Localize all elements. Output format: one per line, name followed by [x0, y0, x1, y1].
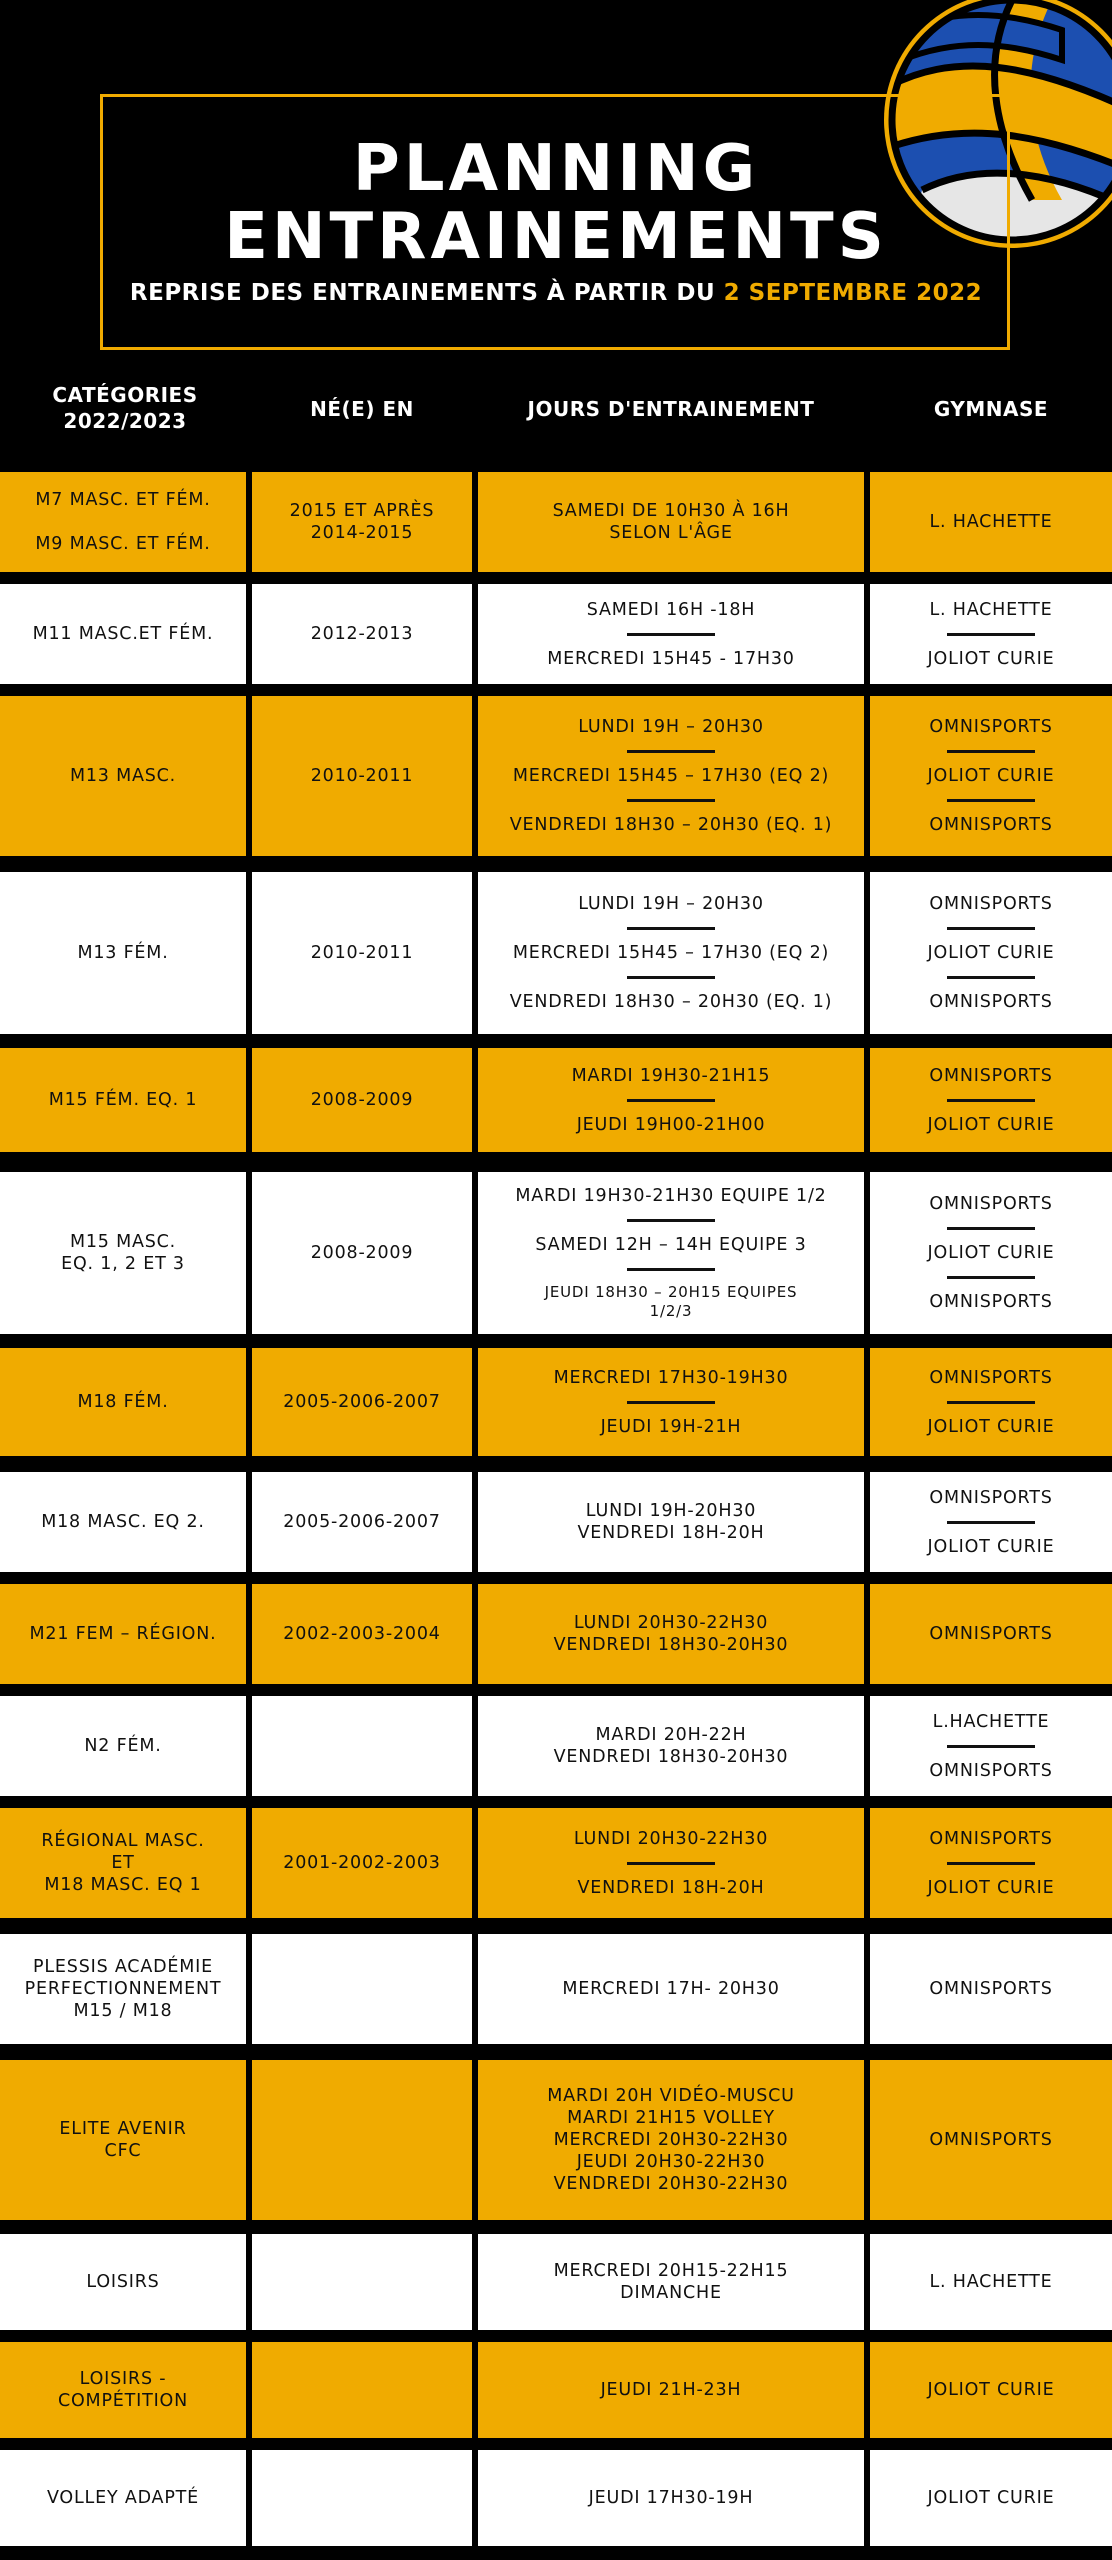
days-cell-text: MARDI 20H-22H [595, 1725, 747, 1745]
days-cell-text: VENDREDI 18H30 – 20H30 (EQ. 1) [509, 992, 833, 1012]
category-cell [0, 1048, 246, 1152]
days-cell-text: MARDI 19H30-21H15 [571, 1065, 771, 1086]
born-cell [252, 1934, 472, 2044]
category-cell-text: ELITE AVENIR [59, 2119, 187, 2139]
days-cell-text: JEUDI 21H-23H [600, 2380, 742, 2400]
divider [947, 1227, 1035, 1230]
category-cell-text: RÉGIONAL MASC. [41, 1831, 205, 1851]
gym-cell-text: JOLIOT CURIE [927, 2488, 1055, 2508]
days-cell-text: LUNDI 20H30-22H30 [573, 1613, 769, 1633]
category-cell [0, 872, 246, 1034]
gym-cell-text: OMNISPORTS [929, 1367, 1053, 1388]
divider [627, 633, 715, 636]
gym-cell-text: JOLIOT CURIE [927, 1114, 1055, 1135]
table-row [0, 1172, 1112, 1334]
divider [627, 750, 715, 753]
days-cell-text: JEUDI 17H30-19H [588, 2488, 754, 2508]
born-cell [252, 1472, 472, 1572]
born-cell [252, 872, 472, 1034]
days-cell-text: MERCREDI 20H30-22H30 [553, 2130, 789, 2150]
column-header-days: JOURS D'ENTRAINEMENT [527, 397, 815, 421]
table-row [0, 1472, 1112, 1572]
subtitle-date: 2 SEPTEMBRE 2022 [723, 280, 983, 306]
category-cell-text: LOISIRS [86, 2272, 160, 2292]
category-cell [0, 2342, 246, 2438]
days-cell [478, 2234, 864, 2330]
table-row [0, 584, 1112, 684]
table-row [0, 472, 1112, 572]
category-cell-text: VOLLEY ADAPTÉ [46, 2488, 200, 2508]
divider [947, 1862, 1035, 1865]
category-cell-text: M18 FÉM. [77, 1392, 169, 1412]
days-cell-text: VENDREDI 20H30-22H30 [553, 2174, 789, 2194]
gym-cell-text: OMNISPORTS [929, 815, 1053, 835]
poster-title-line2: ENTRAINEMENTS [224, 200, 888, 274]
days-cell-text: SELON L'ÂGE [609, 523, 733, 543]
category-cell [0, 1472, 246, 1572]
category-cell-text: COMPÉTITION [57, 2391, 189, 2411]
born-cell-text: 2005-2006-2007 [283, 1512, 441, 1532]
category-cell-text: PERFECTIONNEMENT [24, 1979, 222, 1999]
table-row [0, 2450, 1112, 2546]
table-row [0, 1348, 1112, 1456]
divider [627, 927, 715, 930]
category-cell-text: M18 MASC. EQ 1 [44, 1875, 202, 1895]
days-cell-text: JEUDI 19H-21H [600, 1416, 742, 1437]
poster-header [0, 0, 1112, 470]
category-cell-text: M11 MASC.ET FÉM. [32, 624, 214, 644]
born-cell-text: 2015 ET APRÈS [289, 501, 435, 521]
born-cell [252, 2060, 472, 2220]
gym-cell-text: OMNISPORTS [929, 1487, 1053, 1508]
born-cell-text: 2010-2011 [310, 766, 414, 786]
days-cell [478, 1808, 864, 1918]
gym-cell [870, 2342, 1112, 2438]
days-cell-text: JEUDI 19H00-21H00 [576, 1114, 766, 1135]
days-cell [478, 872, 864, 1034]
subtitle-prefix: REPRISE DES ENTRAINEMENTS À PARTIR DU [129, 280, 724, 306]
divider [627, 1099, 715, 1102]
divider [947, 799, 1035, 802]
born-cell [252, 1348, 472, 1456]
days-cell-text: MERCREDI 15H45 – 17H30 (EQ 2) [512, 943, 830, 963]
category-cell-text: N2 FÉM. [84, 1736, 162, 1756]
gym-cell-text: L. HACHETTE [929, 2272, 1053, 2292]
gym-cell-text: OMNISPORTS [929, 1979, 1053, 1999]
category-cell-text: ET [111, 1853, 135, 1873]
divider [947, 633, 1035, 636]
days-cell-text: MARDI 19H30-21H30 EQUIPE 1/2 [515, 1186, 827, 1206]
days-cell-text: 1/2/3 [649, 1302, 693, 1320]
gym-cell [870, 1172, 1112, 1334]
category-cell-text: M13 MASC. [69, 766, 177, 786]
days-cell [478, 584, 864, 684]
divider [947, 976, 1035, 979]
column-header-categories-line2: 2022/2023 [63, 409, 187, 433]
table-row [0, 1808, 1112, 1918]
days-cell-text: LUNDI 19H – 20H30 [578, 717, 764, 737]
gym-cell-text: JOLIOT CURIE [927, 1243, 1055, 1263]
category-cell-text: M7 MASC. ET FÉM. [35, 490, 211, 510]
divider [627, 976, 715, 979]
table-row [0, 2342, 1112, 2438]
category-cell-text: M15 FÉM. EQ. 1 [48, 1090, 198, 1110]
gym-cell-text: OMNISPORTS [929, 1828, 1053, 1849]
category-cell-text: EQ. 1, 2 ET 3 [61, 1254, 185, 1274]
days-cell-text: LUNDI 20H30-22H30 [573, 1828, 769, 1849]
born-cell-text: 2014-2015 [310, 523, 414, 543]
days-cell [478, 696, 864, 856]
table-row [0, 2060, 1112, 2220]
days-cell [478, 2342, 864, 2438]
divider [627, 1862, 715, 1865]
gym-cell-text: OMNISPORTS [929, 992, 1053, 1012]
category-cell [0, 472, 246, 572]
gym-cell-text: JOLIOT CURIE [927, 766, 1055, 786]
divider [947, 750, 1035, 753]
gym-cell-text: JOLIOT CURIE [927, 2380, 1055, 2400]
gym-cell [870, 1472, 1112, 1572]
days-cell-text: MARDI 21H15 VOLLEY [567, 2108, 775, 2128]
days-cell-text: SAMEDI 16H -18H [586, 599, 756, 620]
days-cell-text: DIMANCHE [620, 2283, 722, 2303]
days-cell-text: VENDREDI 18H30 – 20H30 (EQ. 1) [509, 815, 833, 835]
gym-cell-text: L. HACHETTE [929, 512, 1053, 532]
days-cell-text: JEUDI 20H30-22H30 [576, 2152, 766, 2172]
born-cell [252, 1808, 472, 1918]
column-header-born: NÉ(E) EN [310, 397, 414, 421]
days-cell-text: VENDREDI 18H30-20H30 [553, 1747, 789, 1767]
gym-cell-text: OMNISPORTS [929, 894, 1053, 914]
gym-cell [870, 1048, 1112, 1152]
gym-cell-text: OMNISPORTS [929, 2130, 1053, 2150]
days-cell [478, 1348, 864, 1456]
days-cell-text: MERCREDI 17H30-19H30 [553, 1367, 789, 1388]
days-cell [478, 1048, 864, 1152]
category-cell-text: M15 MASC. [69, 1232, 177, 1252]
born-cell [252, 1048, 472, 1152]
table-row [0, 1048, 1112, 1152]
gym-cell [870, 1348, 1112, 1456]
category-cell [0, 2234, 246, 2330]
category-cell [0, 1808, 246, 1918]
days-cell-text: SAMEDI DE 10H30 À 16H [552, 501, 790, 521]
divider [627, 799, 715, 802]
divider [947, 927, 1035, 930]
category-cell-text: M13 FÉM. [77, 943, 169, 963]
days-cell-text: MERCREDI 15H45 – 17H30 (EQ 2) [512, 766, 830, 786]
born-cell-text: 2001-2002-2003 [283, 1853, 441, 1873]
days-cell-text: LUNDI 19H-20H30 [585, 1501, 757, 1521]
gym-cell-text: JOLIOT CURIE [927, 1536, 1055, 1557]
poster-subtitle [0, 280, 1112, 306]
divider [947, 1745, 1035, 1748]
poster-title-line1: PLANNING [352, 132, 760, 206]
table-row [0, 1584, 1112, 1684]
column-header-categories [0, 382, 250, 434]
divider [627, 1401, 715, 1404]
born-cell-text: 2008-2009 [310, 1243, 414, 1263]
days-cell [478, 1584, 864, 1684]
days-cell [478, 1696, 864, 1796]
gym-cell [870, 2060, 1112, 2220]
category-cell [0, 2450, 246, 2546]
column-header-gym: GYMNASE [933, 397, 1049, 421]
born-cell [252, 1172, 472, 1334]
category-cell-text: M18 MASC. EQ 2. [41, 1512, 205, 1532]
gym-cell [870, 696, 1112, 856]
divider [947, 1276, 1035, 1279]
days-cell-text: LUNDI 19H – 20H30 [578, 894, 764, 914]
gym-cell-text: OMNISPORTS [929, 1065, 1053, 1086]
category-cell [0, 1934, 246, 2044]
gym-cell [870, 872, 1112, 1034]
born-cell-text: 2012-2013 [310, 624, 414, 644]
days-cell [478, 472, 864, 572]
days-cell-text: MERCREDI 15H45 - 17H30 [547, 648, 795, 669]
category-cell [0, 2060, 246, 2220]
days-cell [478, 2060, 864, 2220]
table-row [0, 696, 1112, 856]
divider [947, 1521, 1035, 1524]
gym-cell [870, 1696, 1112, 1796]
gym-cell [870, 1808, 1112, 1918]
born-cell [252, 2234, 472, 2330]
gym-cell-text: JOLIOT CURIE [927, 1416, 1055, 1437]
born-cell [252, 1584, 472, 1684]
days-cell-text: MERCREDI 17H- 20H30 [562, 1979, 780, 1999]
category-cell [0, 696, 246, 856]
days-cell-text: MERCREDI 20H15-22H15 [553, 2261, 789, 2281]
gym-cell-text: JOLIOT CURIE [927, 648, 1055, 669]
category-cell-text: PLESSIS ACADÉMIE [33, 1957, 213, 1977]
gym-cell-text: L. HACHETTE [929, 599, 1053, 620]
gym-cell [870, 1934, 1112, 2044]
category-cell-text: M9 MASC. ET FÉM. [35, 534, 211, 554]
category-cell [0, 1696, 246, 1796]
days-cell-text: VENDREDI 18H30-20H30 [553, 1635, 789, 1655]
gym-cell [870, 584, 1112, 684]
divider [627, 1219, 715, 1222]
days-cell-text: JEUDI 18H30 – 20H15 EQUIPES [544, 1283, 798, 1301]
born-cell [252, 1696, 472, 1796]
gym-cell-text: OMNISPORTS [929, 1624, 1053, 1644]
gym-cell [870, 2234, 1112, 2330]
born-cell-text: 2002-2003-2004 [283, 1624, 441, 1644]
days-cell [478, 1172, 864, 1334]
days-cell [478, 1472, 864, 1572]
gym-cell-text: OMNISPORTS [929, 1194, 1053, 1214]
born-cell-text: 2008-2009 [310, 1090, 414, 1110]
born-cell [252, 472, 472, 572]
category-cell [0, 1348, 246, 1456]
gym-cell-text: OMNISPORTS [929, 1760, 1053, 1781]
days-cell [478, 1934, 864, 2044]
gym-cell-text: L.HACHETTE [932, 1711, 1050, 1732]
gym-cell [870, 1584, 1112, 1684]
born-cell [252, 696, 472, 856]
category-cell [0, 584, 246, 684]
born-cell [252, 584, 472, 684]
category-cell [0, 1584, 246, 1684]
gym-cell-text: JOLIOT CURIE [927, 943, 1055, 963]
category-cell-text: M21 FEM – RÉGION. [29, 1624, 217, 1644]
divider [947, 1401, 1035, 1404]
table-row [0, 872, 1112, 1034]
table-row [0, 1934, 1112, 2044]
days-cell-text: VENDREDI 18H-20H [577, 1877, 765, 1898]
category-cell-text: LOISIRS - [79, 2369, 167, 2389]
column-header-categories-line1: CATÉGORIES [52, 383, 198, 407]
born-cell [252, 2342, 472, 2438]
days-cell-text: VENDREDI 18H-20H [577, 1523, 765, 1543]
gym-cell [870, 2450, 1112, 2546]
born-cell-text: 2005-2006-2007 [283, 1392, 441, 1412]
divider [627, 1268, 715, 1271]
divider [947, 1099, 1035, 1102]
gym-cell-text: OMNISPORTS [929, 1292, 1053, 1312]
gym-cell-text: OMNISPORTS [929, 717, 1053, 737]
days-cell-text: MARDI 20H VIDÉO-MUSCU [547, 2086, 795, 2106]
table-row [0, 1696, 1112, 1796]
category-cell-text: M15 / M18 [73, 2001, 173, 2021]
category-cell-text: CFC [104, 2141, 142, 2161]
gym-cell [870, 472, 1112, 572]
table-row [0, 2234, 1112, 2330]
category-cell [0, 1172, 246, 1334]
gym-cell-text: JOLIOT CURIE [927, 1877, 1055, 1898]
born-cell-text: 2010-2011 [310, 943, 414, 963]
days-cell-text: SAMEDI 12H – 14H EQUIPE 3 [535, 1235, 807, 1255]
days-cell [478, 2450, 864, 2546]
born-cell [252, 2450, 472, 2546]
